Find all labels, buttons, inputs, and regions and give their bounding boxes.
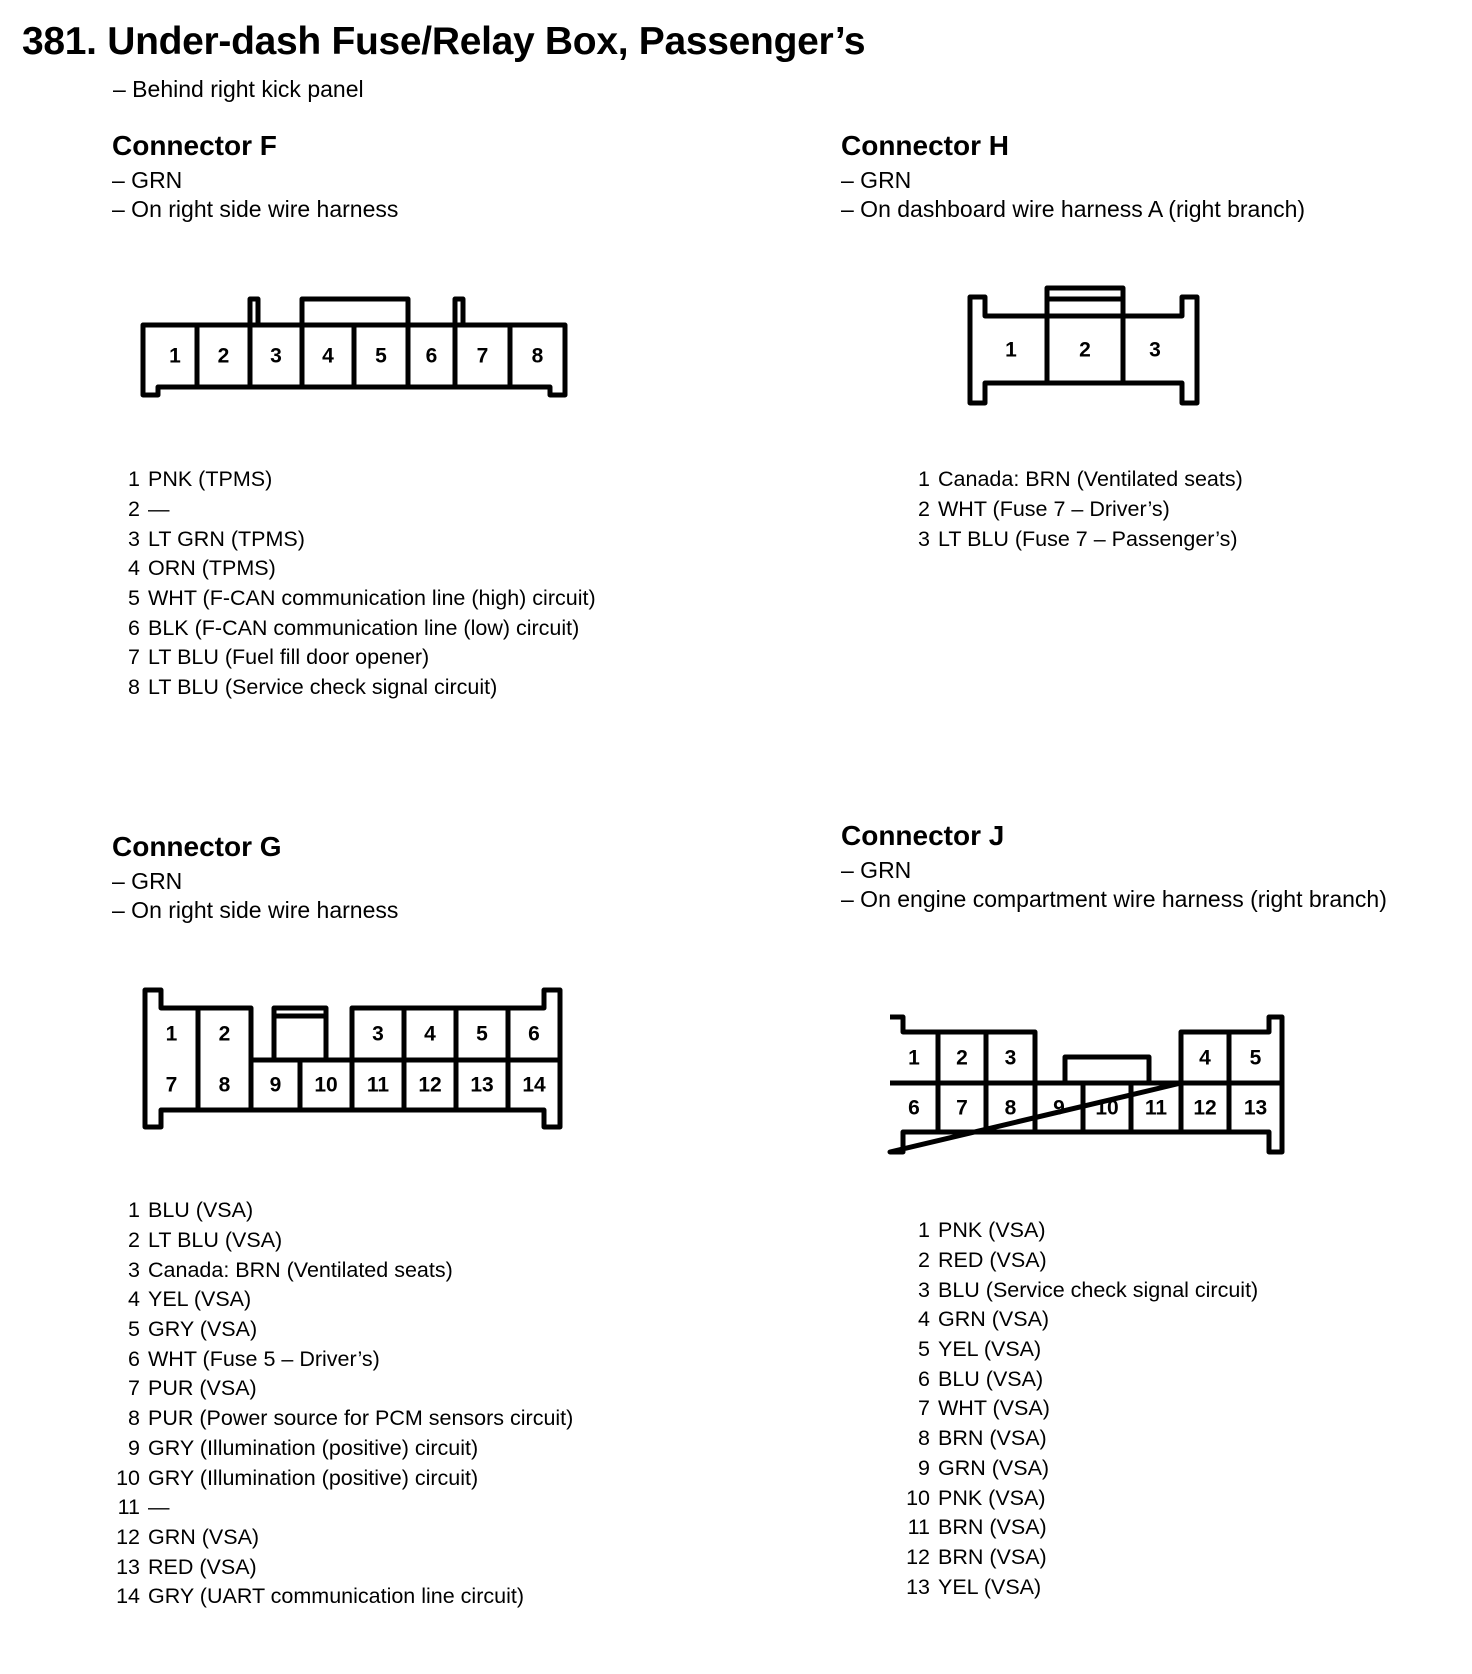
connector-j-cavity-label: 7 — [956, 1096, 968, 1120]
pin-description: WHT (Fuse 5 – Driver’s) — [148, 1346, 380, 1371]
pin-description: LT BLU (VSA) — [148, 1228, 283, 1253]
pin-row — [110, 613, 596, 643]
connector-j-cavity-label: 1 — [908, 1046, 920, 1070]
pin-description: GRN (VSA) — [148, 1524, 260, 1549]
connector-f-cavity-label: 4 — [322, 344, 334, 368]
connector-f-location: – On right side wire harness — [112, 196, 399, 222]
pin-description: PUR (VSA) — [148, 1376, 257, 1401]
connector-f-cavity-label: 5 — [375, 344, 387, 368]
pin-row — [110, 1582, 573, 1612]
pin-row — [900, 1335, 1258, 1365]
connector-f-pin-list — [110, 465, 596, 703]
connector-h-lock-tab — [1047, 288, 1123, 316]
pin-number: 2 — [918, 497, 930, 522]
pin-row — [900, 524, 1243, 554]
connector-f-lock-tab-center — [302, 299, 408, 325]
connector-g-cavity-label: 9 — [269, 1073, 282, 1097]
pin-number: 7 — [128, 645, 140, 670]
pin-number: 2 — [128, 1228, 140, 1253]
connector-g-section — [112, 831, 398, 925]
connector-f-color: – GRN — [112, 167, 183, 193]
pin-description: Canada: BRN (Ventilated seats) — [148, 1257, 453, 1282]
connector-g-lock-tab — [274, 1008, 326, 1060]
pin-row — [110, 1226, 573, 1256]
pin-description: BRN (VSA) — [938, 1515, 1047, 1540]
connector-g-cavity-label: 2 — [218, 1022, 231, 1046]
connector-f-lock-tab-right — [455, 299, 463, 325]
pin-row — [900, 1483, 1258, 1513]
connector-j-cavity-label: 13 — [1243, 1096, 1268, 1120]
pin-row — [110, 1285, 573, 1315]
pin-number: 1 — [128, 1198, 140, 1223]
connector-j-cavity-label: 2 — [956, 1046, 968, 1070]
pin-description: LT BLU (Fuel fill door opener) — [148, 645, 430, 670]
pin-number: 4 — [128, 556, 140, 581]
connector-g-cavity-label: 4 — [424, 1022, 436, 1046]
pin-description: Canada: BRN (Ventilated seats) — [938, 467, 1243, 492]
connector-g-cavity-label: 11 — [366, 1073, 390, 1097]
pin-number: 9 — [918, 1455, 930, 1480]
connector-j-diagram — [885, 1010, 1285, 1160]
pin-description: BLU (VSA) — [938, 1366, 1044, 1391]
pin-number: 13 — [906, 1574, 930, 1599]
connector-g-cavity-label: 7 — [165, 1073, 178, 1097]
pin-description: ORN (TPMS) — [148, 556, 276, 581]
pin-number: 6 — [128, 1346, 140, 1371]
pin-number: 4 — [128, 1287, 140, 1312]
pin-number: 3 — [918, 1277, 930, 1302]
connector-j-pin-list — [900, 1216, 1258, 1602]
pin-description: — — [148, 497, 170, 522]
connector-f-diagram — [138, 290, 578, 400]
connector-f-lock-tab-left — [250, 299, 258, 325]
pin-row — [110, 1196, 573, 1226]
pin-description: PNK (VSA) — [938, 1485, 1046, 1510]
connector-g-cavity-label: 8 — [218, 1073, 231, 1097]
connector-j-section — [841, 820, 1387, 914]
connector-j-cavity-label: 9 — [1053, 1096, 1065, 1120]
pin-row — [110, 1463, 573, 1493]
connector-h-color: – GRN — [841, 167, 912, 193]
pin-number: 1 — [128, 467, 140, 492]
connector-g-cavity-label: 12 — [418, 1073, 442, 1097]
pin-row — [900, 1454, 1258, 1484]
pin-number: 2 — [918, 1248, 930, 1273]
pin-row — [900, 1543, 1258, 1573]
pin-row — [110, 643, 596, 673]
pin-number: 8 — [128, 1406, 140, 1431]
connector-f-cavity-label: 2 — [217, 344, 230, 368]
pin-description: GRY (VSA) — [148, 1317, 258, 1342]
pin-number: 12 — [116, 1524, 140, 1549]
connector-g-cavity-label: 10 — [314, 1073, 338, 1097]
pin-row — [900, 1275, 1258, 1305]
connector-f-section — [112, 130, 398, 224]
connector-h-cavity-2: 2 — [1079, 338, 1091, 362]
connector-g-cavity-label: 6 — [528, 1022, 540, 1046]
connector-g-cavity-label: 3 — [372, 1022, 384, 1046]
connector-f-cavity-label: 6 — [425, 344, 438, 368]
connector-h-title: Connector H — [841, 130, 1009, 161]
pin-number: 10 — [906, 1485, 930, 1510]
pin-number: 2 — [128, 497, 140, 522]
pin-number: 3 — [128, 1257, 140, 1282]
pin-description: BRN (VSA) — [938, 1426, 1047, 1451]
pin-description: LT GRN (TPMS) — [148, 526, 305, 551]
pin-row — [900, 1246, 1258, 1276]
pin-number: 6 — [918, 1366, 930, 1391]
connector-j-cavity-label: 5 — [1249, 1046, 1262, 1070]
pin-description: WHT (F-CAN communication line (high) circuit) — [148, 586, 596, 611]
pin-number: 10 — [116, 1465, 140, 1490]
pin-row — [110, 465, 596, 495]
pin-row — [110, 673, 596, 703]
pin-number: 11 — [907, 1515, 930, 1540]
pin-description: PNK (VSA) — [938, 1218, 1046, 1243]
connector-f-cavity-label: 7 — [476, 344, 489, 368]
pin-description: GRY (Illumination (positive) circuit) — [148, 1465, 479, 1490]
pin-number: 5 — [918, 1337, 930, 1362]
connector-h-cavity-1: 1 — [1005, 338, 1017, 362]
pin-row — [900, 1394, 1258, 1424]
connector-j-cavity-label: 4 — [1199, 1046, 1211, 1070]
pin-description: LT BLU (Service check signal circuit) — [148, 675, 498, 700]
pin-number: 8 — [918, 1426, 930, 1451]
connector-f-dividers — [197, 325, 510, 387]
pin-description: YEL (VSA) — [938, 1574, 1042, 1599]
pin-description: GRY (UART communication line circuit) — [148, 1584, 524, 1609]
pin-number: 12 — [906, 1544, 930, 1569]
connector-j-cavity-label: 6 — [908, 1096, 920, 1120]
connector-h-section — [841, 130, 1305, 224]
pin-row — [900, 1305, 1258, 1335]
pin-description: PUR (Power source for PCM sensors circuit) — [148, 1406, 574, 1431]
pin-row — [110, 1434, 573, 1464]
pin-number: 4 — [918, 1307, 930, 1332]
connector-f-cavity-label: 3 — [270, 344, 282, 368]
connector-f-cavity-label: 1 — [169, 344, 181, 368]
pin-row — [110, 554, 596, 584]
connector-g-cavity-label: 14 — [522, 1073, 546, 1097]
pin-row — [110, 584, 596, 614]
pin-row — [110, 1255, 573, 1285]
connector-h-location: – On dashboard wire harness A (right branch) — [841, 196, 1306, 222]
pin-description: — — [148, 1495, 170, 1520]
pin-description: YEL (VSA) — [938, 1337, 1042, 1362]
connector-g-diagram — [140, 985, 580, 1135]
pin-description: BRN (VSA) — [938, 1544, 1047, 1569]
pin-row — [900, 1424, 1258, 1454]
connector-j-cavity-label: 3 — [1004, 1046, 1017, 1070]
pin-row — [110, 495, 596, 525]
pin-number: 5 — [128, 1317, 140, 1342]
pin-number: 6 — [128, 615, 140, 640]
pin-row — [110, 1552, 573, 1582]
pin-description: GRN (VSA) — [938, 1455, 1050, 1480]
connector-f-title: Connector F — [112, 130, 277, 161]
connector-j-cavity-label: 10 — [1095, 1096, 1119, 1120]
pin-description: RED (VSA) — [938, 1248, 1047, 1273]
pin-description: WHT (Fuse 7 – Driver’s) — [938, 497, 1170, 522]
connector-j-cavity-label: 12 — [1193, 1096, 1217, 1120]
connector-f-cavity-label: 8 — [531, 344, 544, 368]
connector-g-pin-list — [110, 1196, 573, 1612]
pin-row — [110, 1344, 573, 1374]
pin-row — [110, 1374, 573, 1404]
pin-description: PNK (TPMS) — [148, 467, 273, 492]
connector-j-location: – On engine compartment wire harness (right branch) — [841, 886, 1387, 912]
pin-row — [110, 524, 596, 554]
pin-number: 5 — [128, 586, 140, 611]
connector-j-lock-tab — [1065, 1057, 1149, 1083]
connector-h-pin-list — [900, 465, 1243, 554]
connector-g-cavity-label: 5 — [476, 1022, 488, 1046]
pin-row — [900, 1513, 1258, 1543]
pin-description: WHT (VSA) — [938, 1396, 1050, 1421]
pin-number: 3 — [918, 526, 930, 551]
pin-row — [110, 1493, 573, 1523]
pin-number: 13 — [116, 1554, 140, 1579]
connector-j-color: – GRN — [841, 857, 912, 883]
pin-row — [900, 1364, 1258, 1394]
pin-number: 14 — [116, 1584, 140, 1609]
pin-number: 1 — [918, 467, 930, 492]
connector-j-cavity-label: 8 — [1004, 1096, 1017, 1120]
pin-row — [110, 1315, 573, 1345]
pin-number: 3 — [128, 526, 140, 551]
page-title: 381. Under-dash Fuse/Relay Box, Passenger’s — [22, 20, 866, 63]
connector-g-color: – GRN — [112, 868, 183, 894]
pin-number: 7 — [128, 1376, 140, 1401]
pin-number: 7 — [918, 1396, 930, 1421]
pin-description: BLU (Service check signal circuit) — [938, 1277, 1259, 1302]
pin-row — [900, 1572, 1258, 1602]
connector-j-cavity-label: 11 — [1144, 1096, 1168, 1120]
pin-row — [900, 465, 1243, 495]
connector-g-title: Connector G — [112, 831, 282, 862]
pin-row — [110, 1404, 573, 1434]
connector-g-cavity-label: 13 — [470, 1073, 494, 1097]
connector-h-cavity-3: 3 — [1149, 338, 1161, 362]
pin-description: BLU (VSA) — [148, 1198, 254, 1223]
page-subtitle: – Behind right kick panel — [113, 76, 364, 102]
pin-description: RED (VSA) — [148, 1554, 257, 1579]
pin-number: 1 — [918, 1218, 930, 1243]
pin-description: BLK (F-CAN communication line (low) circuit) — [148, 615, 580, 640]
pin-number: 9 — [128, 1435, 140, 1460]
pin-description: LT BLU (Fuse 7 – Passenger’s) — [938, 526, 1238, 551]
connector-g-cavity-label: 1 — [165, 1022, 178, 1046]
pin-row — [900, 1216, 1258, 1246]
pin-number: 11 — [117, 1495, 140, 1520]
connector-g-location: – On right side wire harness — [112, 897, 399, 923]
pin-row — [900, 495, 1243, 525]
pin-row — [110, 1523, 573, 1553]
pin-description: YEL (VSA) — [148, 1287, 252, 1312]
pin-description: GRY (Illumination (positive) circuit) — [148, 1435, 479, 1460]
pin-description: GRN (VSA) — [938, 1307, 1050, 1332]
connector-h-diagram — [965, 283, 1205, 408]
pin-number: 8 — [128, 675, 140, 700]
connector-j-title: Connector J — [841, 820, 1005, 851]
